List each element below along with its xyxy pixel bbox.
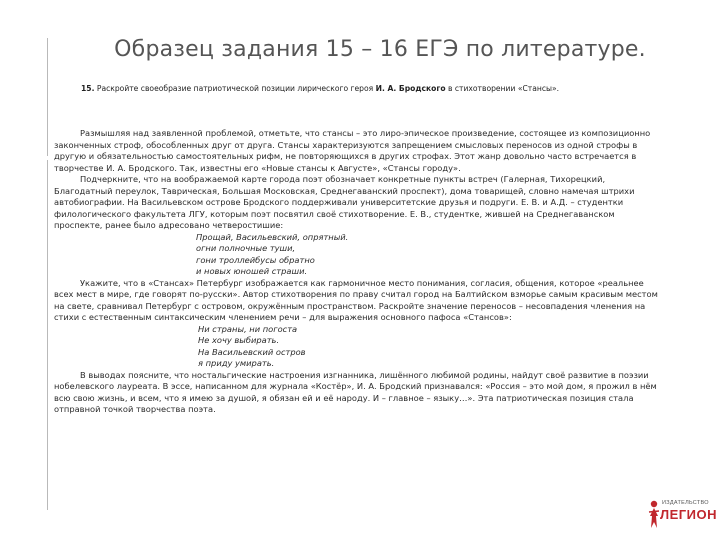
- body-divider: [47, 160, 48, 510]
- poem-line: Прощай, Васильевский, опрятный.: [196, 231, 349, 242]
- poem-line: и новых юношей страши.: [196, 266, 308, 276]
- poem-line: На Васильевский остров: [198, 346, 306, 357]
- poem-line: я приду умирать.: [198, 358, 275, 368]
- poem-line: Ни страны, ни погоста: [198, 323, 298, 334]
- quatrain-1: [54, 232, 664, 278]
- task-tail: в стихотворении «Стансы».: [445, 84, 560, 93]
- task-author: И. А. Бродского: [375, 84, 446, 93]
- paragraph-genre: Размышляя над заявленной проблемой, отметьте, что стансы – это лиро-эпическое произведение, состоящее из композиционно законченных строф, обособленных друг от друга. Стансы характеризуются запрещением смысловых переносов из одной строфы в другую и обязательностью самостоятельных рифм, не повторяющихся в других строфах. Этот жанр довольно часто встречается в творчестве И. А. Бродского. Так, известны его «Новые стансы к Августе», «Стансы городу».: [54, 128, 651, 173]
- title-divider: [47, 38, 48, 156]
- legion-logo: [646, 498, 716, 532]
- poem-line: гони троллейбусы обратно: [196, 254, 315, 265]
- publisher-label: ИЗДАТЕЛЬСТВО: [662, 500, 709, 506]
- slide-title: Образец задания 15 – 16 ЕГЭ по литературе.: [114, 37, 646, 62]
- quatrain-2: [54, 324, 664, 370]
- task-text: Раскройте своеобразие патриотической позиции лирического героя: [94, 84, 376, 93]
- task-statement: [81, 83, 701, 94]
- paragraph-petersburg: Укажите, что в «Стансах» Петербург изображается как гармоничное место понимания, согласия, общения, которое «реальнее всех мест в мире, где говорят по-русски». Автор стихотворения по праву считал город на Балтийском взморье самым красивым местом на свете, сравнивал Петербург с островом, окружённым пространством. Раскройте значение переносов – несовпадения членения на стихи с естественным синтаксическим членением речи – для выражения основного пафоса «Стансов»:: [54, 277, 658, 322]
- answer-body: [54, 128, 664, 416]
- poem-line: Не хочу выбирать.: [198, 335, 280, 345]
- task-number: 15.: [81, 84, 95, 93]
- paragraph-map: Подчеркните, что на воображаемой карте города поэт обозначает конкретные пункты встреч (Галерная, Тихорецкий, Благодатный переулок, Таврическая, Большая Московская, Среднегаванский проспект), дома товарищей, словно намечая штрихи автобиографии. На Васильевском острове Бродского поддерживали университетские друзья и подруги. Е. В. и А.Д. – студентки филологического факультета ЛГУ, которым поэт посвятил своё стихотворение. Е. В., студентке, жившей на Среднегаванском проспекте, ранее было адресовано четверостишие:: [54, 174, 635, 230]
- poem-line: огни полночные туши,: [196, 243, 296, 253]
- paragraph-conclusion: В выводах поясните, что ностальгические настроения изгнанника, лишённого любимой родины, найдут своё развитие в поэзии нобелевского лауреата. В эссе, написанном для журнала «Костёр», И. А. Бродский признавался: «Россия – это мой дом, я прожил в нём всю свою жизнь, и всем, что я имею за душой, я обязан ей и её народу. И – главное – языку…». Эта патриотическая позиция стала отправной точкой творчества поэта.: [54, 369, 657, 414]
- publisher-name: ЛЕГИОН: [660, 507, 718, 522]
